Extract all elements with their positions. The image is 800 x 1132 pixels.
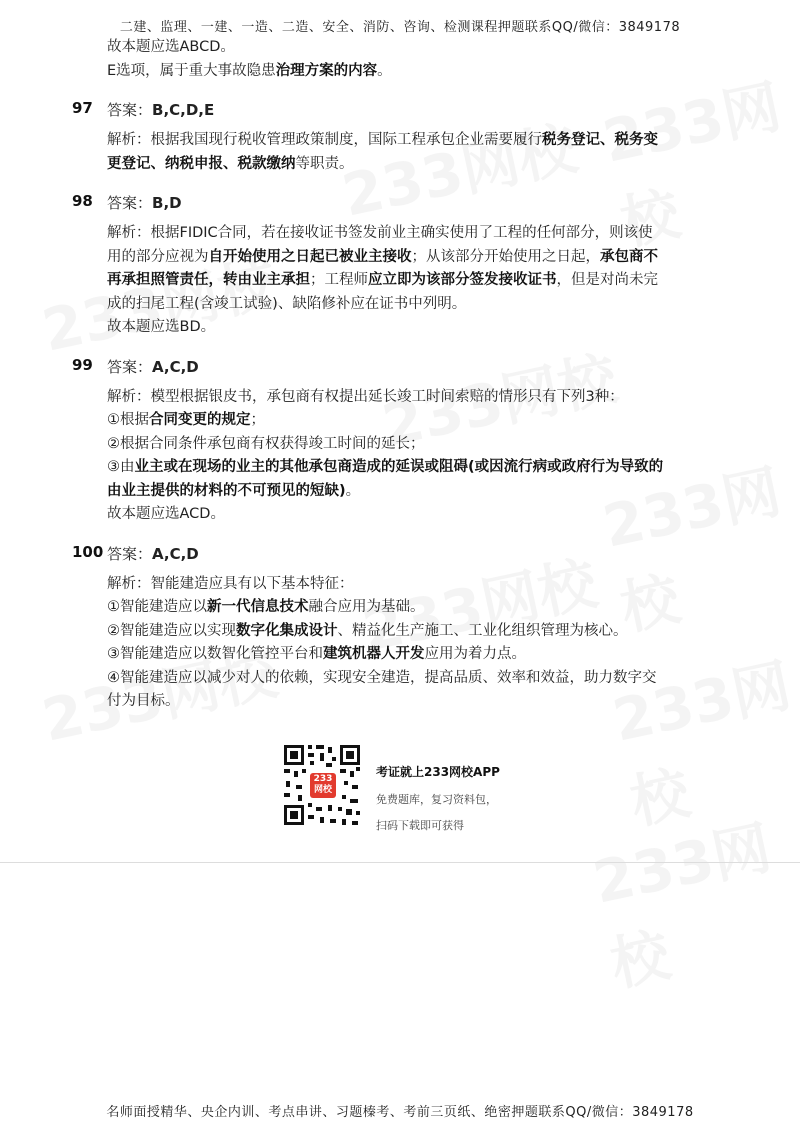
answer-value: A,C,D — [152, 544, 199, 563]
explanation-line: ③由业主或在现场的业主的其他承包商造成的延误或阻碍(或因流行病或政府行为导致的 — [107, 459, 664, 475]
answer-value: B,C,D,E — [152, 101, 215, 119]
explanation-line: 解析：模型根据银皮书，承包商有权提出延长竣工时间索赔的情形只有下列3种： — [107, 388, 624, 405]
explanation-line: 由业主提供的材料的不可预见的短缺)。 — [107, 482, 361, 499]
explanation-line: ③智能建造应以数智化管控平台和建筑机器人开发应用为着力点。 — [107, 646, 526, 662]
question-number: 99 — [72, 355, 93, 374]
answer-label: 答案： — [107, 101, 153, 119]
explanation-line: ①根据合同变更的规定； — [107, 412, 265, 428]
explanation-line: 更登记、纳税申报、税款缴纳等职责。 — [107, 155, 354, 172]
qr-code[interactable] — [282, 743, 362, 827]
explanation-line: 解析：根据我国现行税收管理政策制度，国际工程承包企业需要履行税务登记、税务变 — [107, 132, 658, 148]
explanation-line: ④智能建造应以减少对人的依赖，实现安全建造，提高品质、效率和效益，助力数字交 — [107, 669, 657, 686]
question-98-answer-row — [0, 188, 800, 216]
answer-label: 答案： — [107, 544, 153, 563]
explanation-line: 成的扫尾工程(含竣工试验)、缺陷修补应在证书中列明。 — [107, 295, 467, 312]
question-number: 97 — [72, 99, 93, 117]
explanation-line: 再承担照管责任，转由业主承担；工程师应立即为该部分签发接收证书，但是对尚未完 — [107, 272, 658, 288]
explanation-line: 解析：根据FIDIC合同，若在接收证书签发前业主确实使用了工程的任何部分，则该使 — [107, 225, 653, 241]
answer-value: A,C,D — [152, 357, 199, 376]
explanation-line: 用的部分应视为自开始使用之日起已被业主接收；从该部分开始使用之日起，承包商不 — [107, 248, 658, 265]
promo-line-2: 扫码下载即可获得 — [376, 819, 464, 832]
explanation-line: ②根据合同条件承包商有权获得竣工时间的延长； — [107, 435, 425, 452]
explanation-line: 解析：智能建造应具有以下基本特征： — [107, 575, 354, 592]
app-promo — [282, 743, 582, 833]
explanation-line: 付为目标。 — [107, 693, 180, 709]
answer-label: 答案： — [107, 357, 153, 376]
intro-e-option: E选项，属于重大事故隐患治理方案的内容。 — [107, 62, 392, 79]
explanation-line: 故本题应选BD。 — [107, 319, 216, 335]
question-99-answer-row — [0, 352, 800, 380]
answer-value: B,D — [152, 194, 182, 212]
question-100-answer-row — [0, 539, 800, 567]
question-number: 98 — [72, 192, 93, 210]
page-footer: 名师面授精华、央企内训、考点串讲、习题榛考、考前三页纸、绝密押题联系QQ/微信：3849178 — [106, 1105, 694, 1120]
explanation-line: ②智能建造应以实现数字化集成设计、精益化生产施工、工业化组织管理为核心。 — [107, 622, 628, 639]
explanation-line: 故本题应选ACD。 — [107, 506, 225, 522]
question-97-answer-row — [0, 95, 800, 123]
question-number: 100 — [72, 542, 104, 561]
answer-content — [0, 36, 800, 714]
watermark-9 — [585, 796, 800, 1002]
intro-conclusion: 故本题应选ABCD。 — [107, 39, 235, 55]
answer-label: 答案： — [107, 194, 153, 212]
page-divider — [0, 862, 800, 863]
qr-logo-badge: 233网校 — [310, 773, 336, 798]
page-header: 二建、监理、一建、一造、二造、安全、消防、咨询、检测课程押题联系QQ/微信：3849178 — [119, 20, 681, 35]
promo-title: 考证就上233网校APP — [376, 765, 500, 779]
explanation-line: ①智能建造应以新一代信息技术融合应用为基础。 — [107, 599, 425, 615]
promo-line-1: 免费题库，复习资料包， — [376, 793, 497, 806]
